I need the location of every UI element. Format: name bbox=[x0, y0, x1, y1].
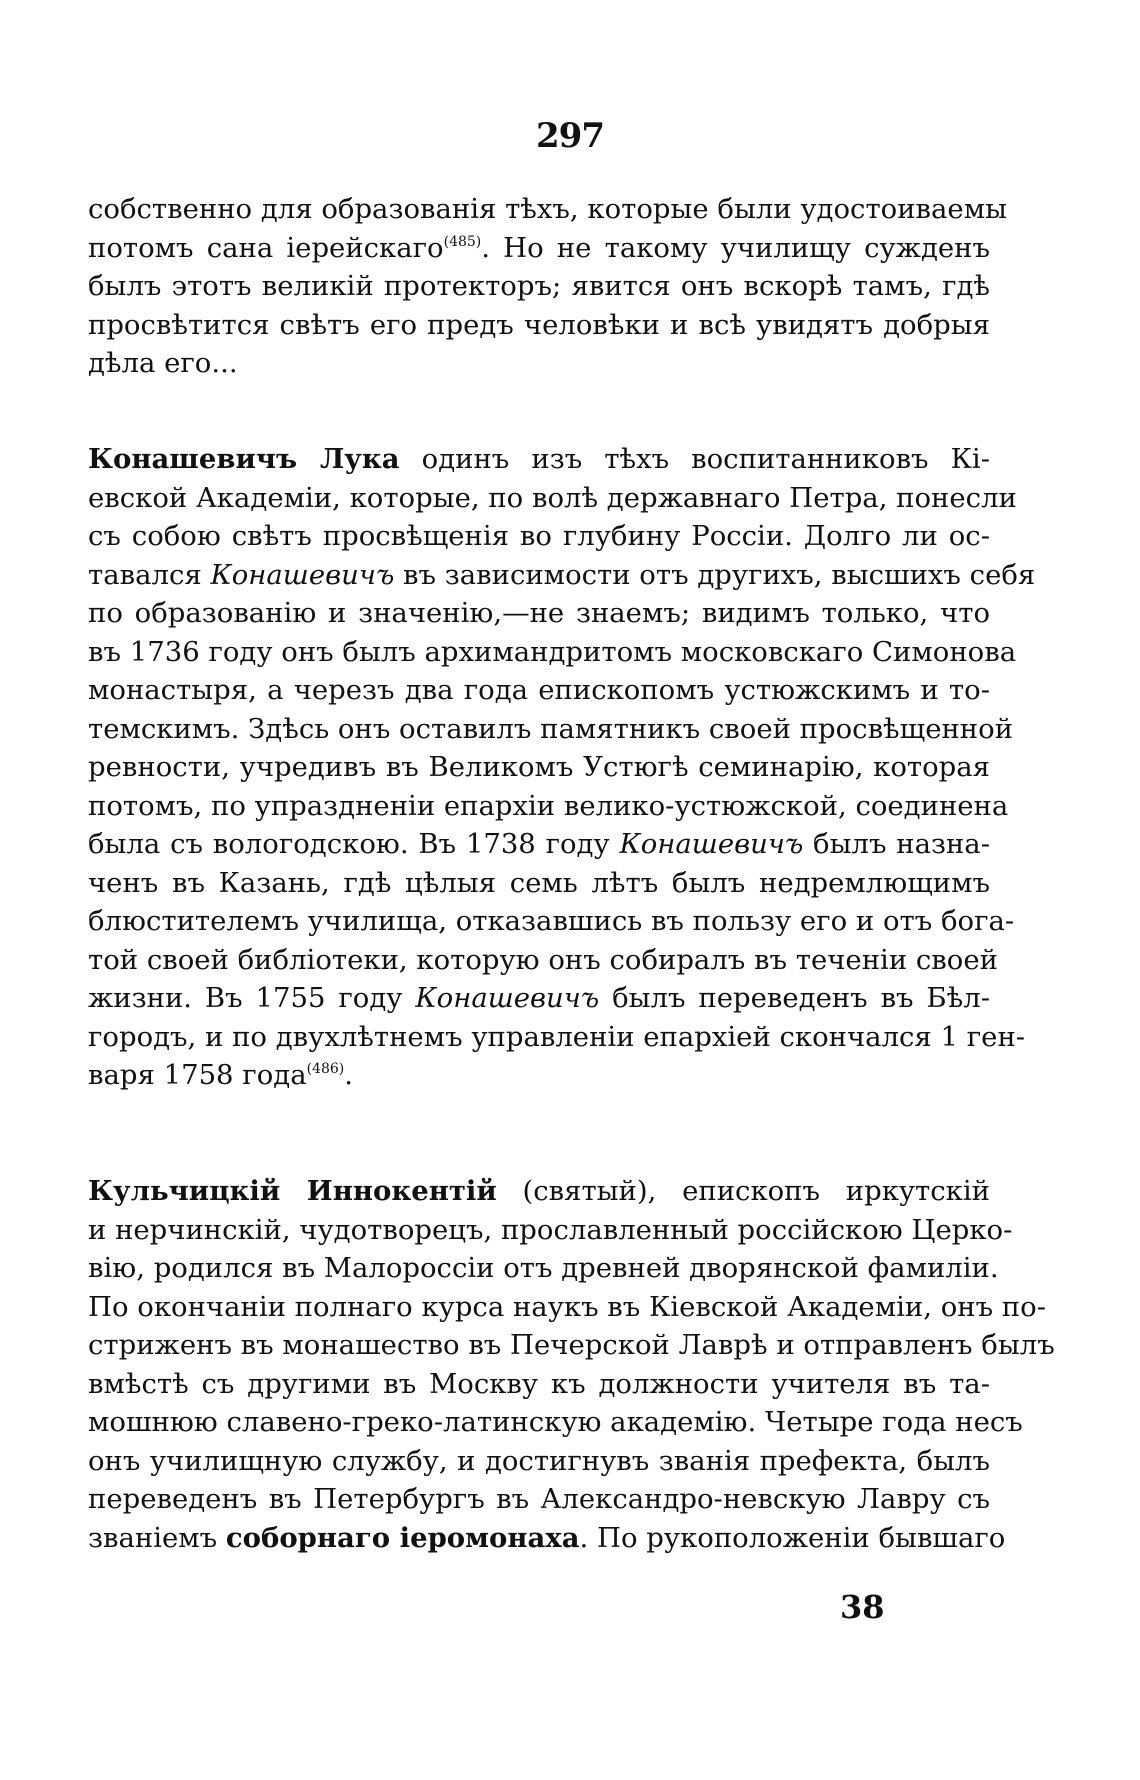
text-line: По окончаніи полнаго курса наукъ въ Кіевской Академіи, онъ по- bbox=[88, 1290, 1046, 1323]
text-line: была съ вологодскою. Въ 1738 году Конашевичъ былъ назна- bbox=[88, 828, 990, 860]
text-line: блюстителемъ училища, отказавшись въ пользу его и отъ бога- bbox=[88, 905, 1015, 937]
text-line: ченъ въ Казань, гдѣ цѣлыя семь лѣтъ былъ недремлющимъ bbox=[88, 866, 990, 899]
text-line: потомъ сана іерейскаго$^{(485)}$. Но не такому училищу сужденъ bbox=[88, 231, 990, 264]
text-line: и нерчинскій, чудотворецъ, прославленный россійскою Церко- bbox=[88, 1213, 1013, 1246]
page-number: 297 bbox=[536, 116, 604, 156]
text-line: съ собою свѣтъ просвѣщенія во глубину Россіи. Долго ли ос- bbox=[88, 520, 990, 552]
footnote-ref: (485) bbox=[443, 233, 482, 250]
text-line: ревности, учредивъ въ Великомъ Устюгѣ семинарію, которая bbox=[88, 751, 990, 783]
text-line: темскимъ. Здѣсь онъ оставилъ памятникъ своей просвѣщенной bbox=[88, 712, 1014, 745]
bold-title: соборнаго іеромонаха bbox=[225, 1521, 580, 1554]
text-line: въ 1736 году онъ былъ архимандритомъ московскаго Симонова bbox=[88, 635, 1017, 668]
text-line: монастыря, а черезъ два года епископомъ устюжскимъ и то- bbox=[88, 674, 990, 706]
italic-name: Конашевичъ bbox=[415, 982, 600, 1014]
text-line: дѣла его... bbox=[88, 347, 238, 379]
text-line: вію, родился въ Малороссіи отъ древней дворянской фамиліи. bbox=[88, 1252, 999, 1284]
text-line: потомъ, по упраздненіи епархіи велико-устюжской, соединена bbox=[88, 789, 1009, 822]
text-line: по образованію и значенію,—не знаемъ; видимъ только, что bbox=[88, 597, 990, 629]
text-line: жизни. Въ 1755 году Конашевичъ былъ переведенъ въ Бѣл- bbox=[88, 982, 990, 1014]
italic-name: Конашевичъ bbox=[210, 558, 395, 591]
text-line: городъ, и по двухлѣтнемъ управленіи епархіей скончался 1 ген- bbox=[88, 1020, 1026, 1053]
signature-mark: 38 bbox=[840, 1588, 885, 1626]
paragraph-intro bbox=[88, 190, 1007, 383]
footnote-ref: (486) bbox=[306, 1061, 345, 1077]
entry-konashevich bbox=[88, 440, 1036, 1095]
text-line: евской Академіи, которые, по волѣ державнаго Петра, понесли bbox=[88, 481, 1017, 514]
text-line: той своей библіотеки, которую онъ собиралъ въ теченіи своей bbox=[88, 943, 998, 976]
text-line: собственно для образованія тѣхъ, которые были удостоиваемы bbox=[88, 193, 1007, 225]
text-line: онъ училищную службу, и достигнувъ званія префекта, былъ bbox=[88, 1444, 990, 1477]
text-line: просвѣтится свѣтъ его предъ человѣки и всѣ увидятъ добрыя bbox=[88, 308, 990, 341]
text-line: званіемъ соборнаго іеромонаха. По рукоположеніи бывшаго bbox=[88, 1521, 1006, 1554]
text-line: тавался Конашевичъ въ зависимости отъ другихъ, высшихъ себя bbox=[88, 558, 1036, 591]
entry-heading: Конашевичъ Лука bbox=[88, 443, 400, 475]
entry-kulchitsky bbox=[88, 1172, 1055, 1557]
text-line: вмѣстѣ съ другими въ Москву къ должности учителя въ та- bbox=[88, 1367, 990, 1400]
text-line: Кульчицкій Иннокентій (святый), епископъ иркутскій bbox=[88, 1175, 990, 1207]
text-line: Конашевичъ Лука одинъ изъ тѣхъ воспитанниковъ Кі- bbox=[88, 443, 990, 475]
text-line: переведенъ въ Петербургъ въ Александро-невскую Лавру съ bbox=[88, 1483, 990, 1515]
text-line: былъ этотъ великій протекторъ; явится онъ вскорѣ тамъ, гдѣ bbox=[88, 270, 990, 302]
italic-name: Конашевичъ bbox=[619, 828, 804, 860]
text-line: мошнюю славено-греко-латинскую академію. Четыре года несъ bbox=[88, 1406, 1023, 1438]
text-line: варя 1758 года$^{(486)}$. bbox=[88, 1059, 353, 1091]
entry-heading: Кульчицкій Иннокентій bbox=[88, 1175, 497, 1207]
text-line: стриженъ въ монашество въ Печерской Лаврѣ и отправленъ былъ bbox=[88, 1329, 1055, 1361]
